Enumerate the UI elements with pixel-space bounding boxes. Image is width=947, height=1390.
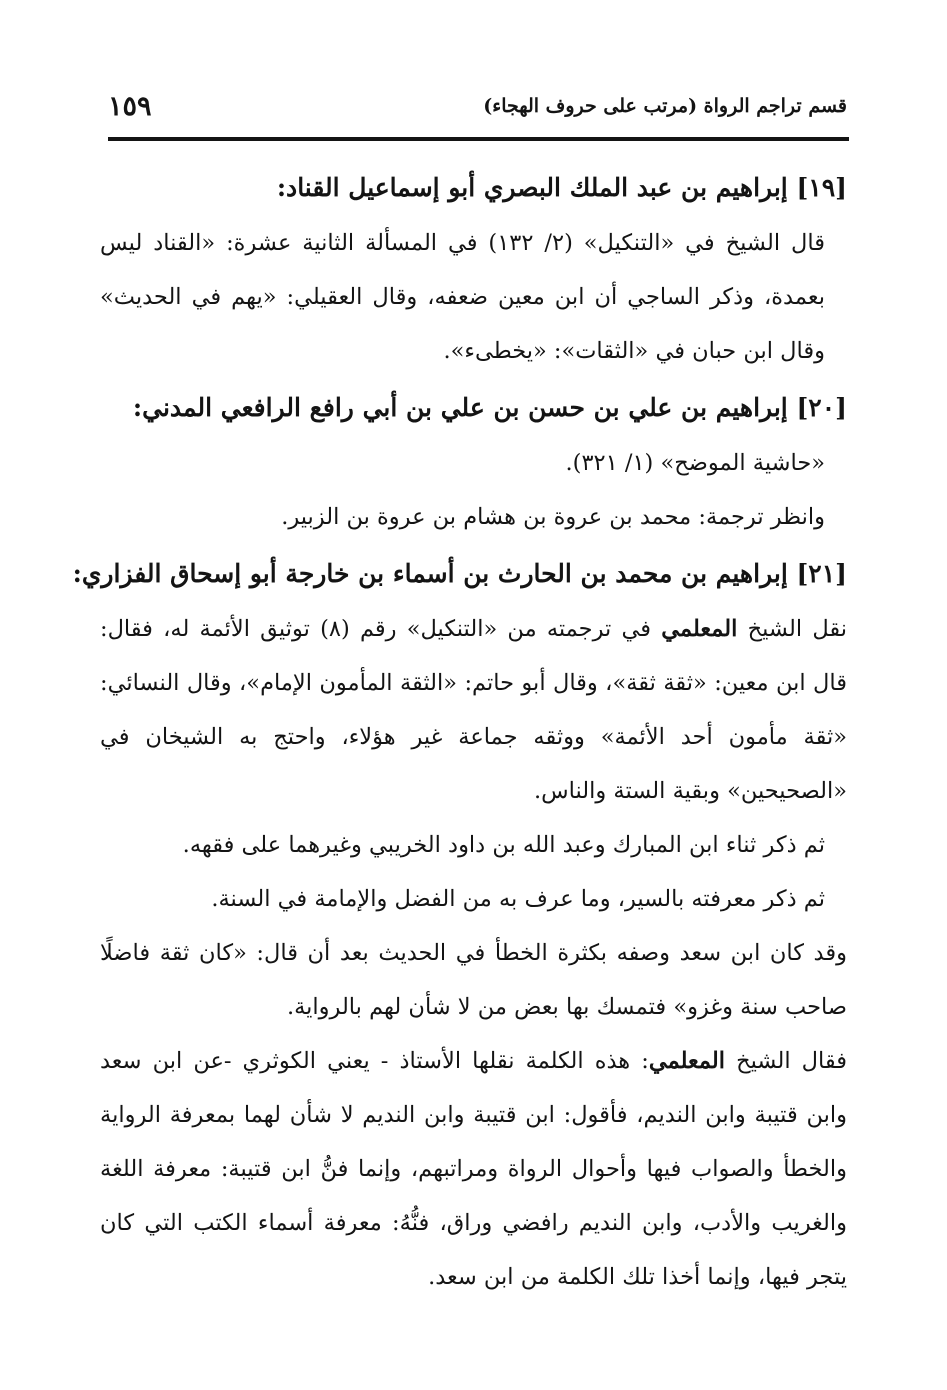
entry-21-paragraph-4: وقد كان ابن سعد وصفه بكثرة الخطأ في الحديث بعد أن قال: «كان ثقة فاضلًا صاحب سنة وغزو» فتمسك بها بعض من لا شأن لهم بالرواية. [100,940,847,1020]
entry-21-paragraph-1 [100,602,847,818]
p1-text-start: نقل الشيخ [737,616,848,642]
entry-title-20: [٢٠] إبراهيم بن علي بن حسن بن علي بن أبي رافع الرافعي المدني: [132,393,847,422]
header-rule [108,137,849,141]
p1-text-rest: في ترجمته من «التنكيل» رقم (٨) توثيق الأئمة له، فقال: قال ابن معين: «ثقة ثقة»، وقال أبو حاتم: «الثقة المأمون الإمام»، وقال النسائي: «ثقة مأمون أحد الأئمة» ووثقه جماعة غير هؤلاء، واحتج به الشيخان في «الصحيحين» وبقية الستة والناس. [100,616,847,804]
entry-21-paragraph-2: ثم ذكر ثناء ابن المبارك وعبد الله بن داود الخريبي وغيرهما على فقهه. [182,832,825,858]
scholar-name: المعلمي [661,616,738,642]
p5-text-rest: : هذه الكلمة نقلها الأستاذ - يعني الكوثري -عن ابن سعد وابن قتيبة وابن النديم، فأقول: ابن قتيبة وابن النديم لا شأن لهما بمعرفة الرواية والخطأ والصواب فيها وأحوال الرواة ومراتبهم، وإنما فنُّ ابن قتيبة: معرفة اللغة والغريب والأدب، وابن النديم رافضي وراق، فنُّهُ: معرفة أسماء الكتب التي كان يتجر فيها، وإنما أخذا تلك الكلمة من ابن سعد. [100,1048,847,1290]
page-header [108,86,847,126]
scholar-name: المعلمي [648,1048,726,1074]
page-number: ١٥٩ [108,90,152,122]
entry-21-paragraph-3: ثم ذكر معرفته بالسير، وما عرف به من الفضل والإمامة في السنة. [211,886,825,912]
p5-text-start: فقال الشيخ [725,1048,848,1074]
running-title: قسم تراجم الرواة (مرتب على حروف الهجاء) [483,95,847,117]
page-body [72,160,848,1304]
entry-19-paragraph: قال الشيخ في «التنكيل» (٢/ ١٣٢) في المسألة الثانية عشرة: «القناد ليس بعمدة، وذكر الساجي أن ابن معين ضعفه، وقال العقيلي: «يهم في الحديث» وقال ابن حبان في «الثقات»: «يخطىء». [100,230,825,364]
entry-title-19: [١٩] إبراهيم بن عبد الملك البصري أبو إسماعيل القناد: [276,173,847,202]
entry-20-source: «حاشية الموضح» (١/ ٣٢١). [565,450,825,476]
entry-20-see-also: وانظر ترجمة: محمد بن عروة بن هشام بن عروة بن الزبير. [281,504,825,530]
entry-title-21: [٢١] إبراهيم بن محمد بن الحارث بن أسماء بن خارجة أبو إسحاق الفزاري: [72,559,847,588]
entry-21-paragraph-5 [100,1034,847,1304]
